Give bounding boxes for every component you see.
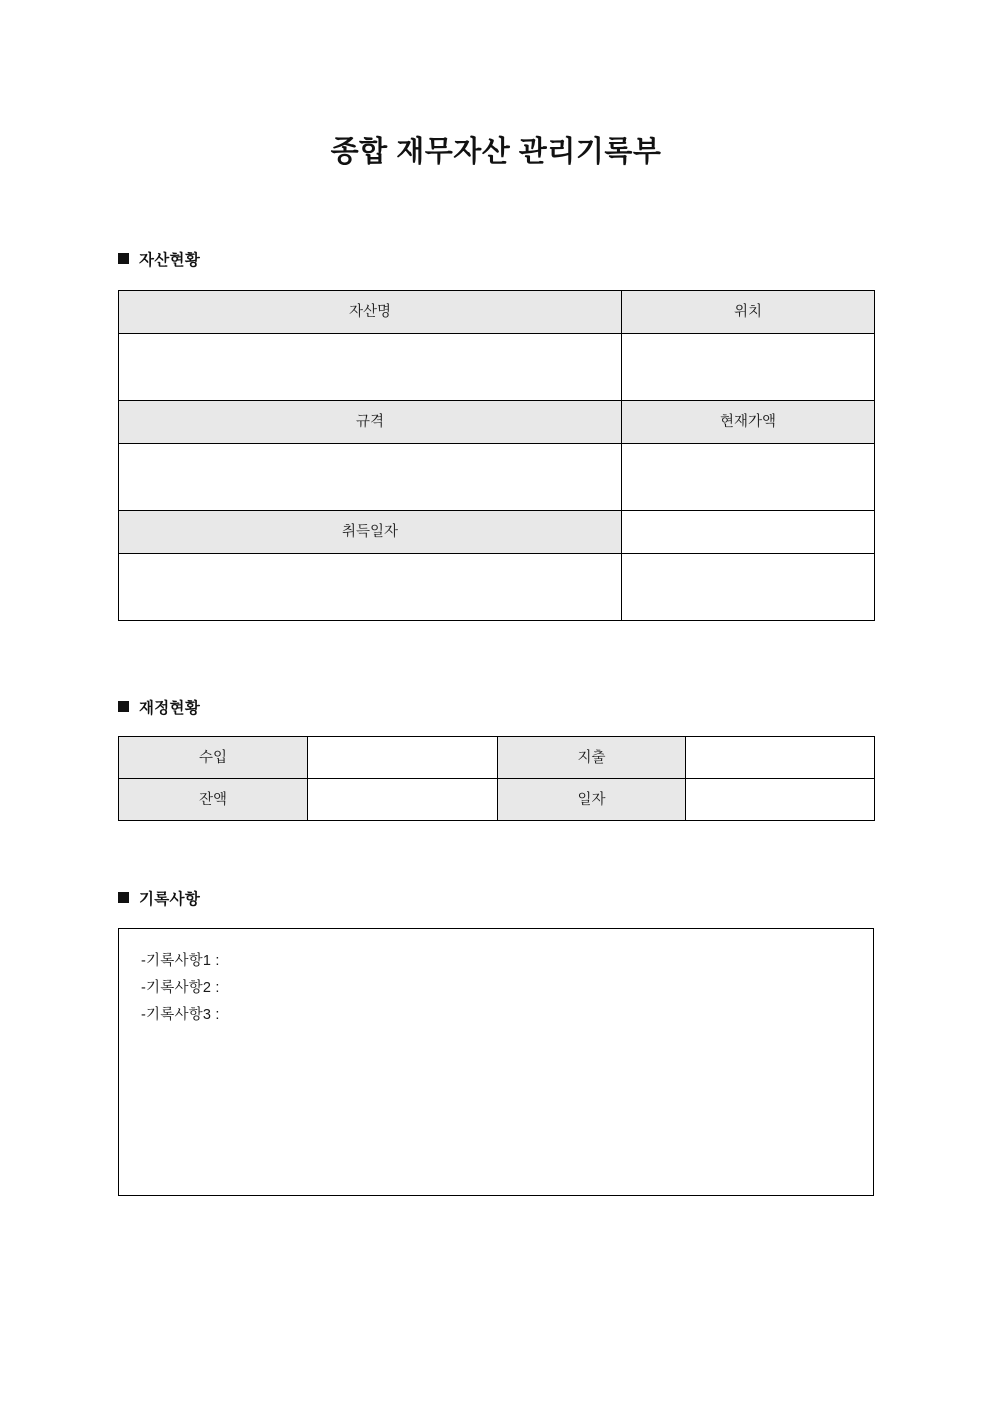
table-row xyxy=(119,779,875,821)
table-row xyxy=(119,737,875,779)
asset-name-value[interactable] xyxy=(119,334,622,401)
income-value[interactable] xyxy=(308,737,498,779)
page-title: 종합 재무자산 관리기록부 xyxy=(330,136,662,168)
bullet-square-icon xyxy=(118,253,129,264)
asset-extra-left-value[interactable] xyxy=(119,554,622,621)
finance-status-table xyxy=(118,736,875,821)
bullet-square-icon xyxy=(118,701,129,712)
asset-spec-value[interactable] xyxy=(119,444,622,511)
table-row xyxy=(119,334,875,401)
section-heading-assets-label: 자산현황 xyxy=(139,252,201,269)
asset-acquisition-date-header: 취득일자 xyxy=(119,511,622,554)
asset-acquisition-date-value[interactable] xyxy=(622,511,875,554)
section-heading-assets xyxy=(118,250,200,272)
balance-value[interactable] xyxy=(308,779,498,821)
asset-extra-right-value[interactable] xyxy=(622,554,875,621)
balance-label: 잔액 xyxy=(119,779,308,821)
date-value[interactable] xyxy=(686,779,875,821)
table-row xyxy=(119,401,875,444)
section-heading-finance-label: 재정현황 xyxy=(139,700,201,717)
record-line-2: -기록사항2 : xyxy=(141,980,220,996)
records-notes-box[interactable] xyxy=(118,928,874,1196)
asset-location-value[interactable] xyxy=(622,334,875,401)
section-heading-records-label: 기록사항 xyxy=(139,891,201,908)
section-heading-finance xyxy=(118,698,200,720)
record-line-1: -기록사항1 : xyxy=(141,953,220,969)
income-label: 수입 xyxy=(119,737,308,779)
table-row xyxy=(119,291,875,334)
asset-current-value-value[interactable] xyxy=(622,444,875,511)
date-label: 일자 xyxy=(498,779,686,821)
asset-spec-header: 규격 xyxy=(119,401,622,444)
asset-location-header: 위치 xyxy=(622,291,875,334)
section-heading-records xyxy=(118,889,200,911)
asset-name-header: 자산명 xyxy=(119,291,622,334)
asset-current-value-header: 현재가액 xyxy=(622,401,875,444)
record-line-3: -기록사항3 : xyxy=(141,1007,220,1023)
table-row xyxy=(119,511,875,554)
asset-status-table xyxy=(118,290,875,621)
expense-label: 지출 xyxy=(498,737,686,779)
table-row xyxy=(119,444,875,511)
expense-value[interactable] xyxy=(686,737,875,779)
table-row xyxy=(119,554,875,621)
bullet-square-icon xyxy=(118,892,129,903)
